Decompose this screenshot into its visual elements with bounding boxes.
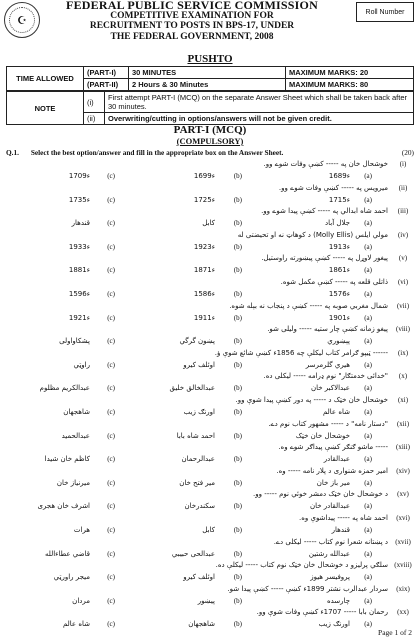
option-b: اوئلف کیرو bbox=[183, 573, 215, 582]
option-a-label: (a) bbox=[364, 384, 372, 393]
option-a: 1913ء bbox=[328, 242, 350, 251]
option-a-label: (a) bbox=[364, 172, 372, 180]
option-b-label: (b) bbox=[233, 384, 242, 393]
option-b: 1871ء bbox=[193, 266, 215, 275]
question-stem: سلګي پرلیزو د خوشحال خان خټک نوم کتاب ----- لیکلې ده. bbox=[215, 561, 388, 570]
note-i-text: First attempt PART-I (MCQ) on the separate Answer Sheet which shall be taken back after 30 minutes. bbox=[105, 92, 414, 113]
exam-line-2: COMPETITIVE EXAMINATION FOR bbox=[110, 10, 274, 21]
option-a: خوشحال خان خټک bbox=[295, 431, 350, 440]
option-c-label: (c) bbox=[107, 384, 115, 393]
option-a-label: (a) bbox=[364, 620, 372, 629]
option-a-label: (a) bbox=[364, 455, 372, 464]
question-number: (xx) bbox=[397, 608, 409, 617]
q-marks: (20) bbox=[401, 148, 414, 157]
note-label: NOTE bbox=[7, 92, 84, 125]
option-b: سکندرخان bbox=[184, 502, 215, 511]
option-a-label: (a) bbox=[364, 408, 372, 416]
question-stem: خوشحال خان په ----- کښې وفات شوے وو. bbox=[263, 160, 388, 168]
option-c: مردان bbox=[72, 596, 90, 605]
option-b-label: (b) bbox=[233, 549, 242, 558]
question-number: (v) bbox=[398, 254, 408, 263]
option-c: هرات bbox=[73, 526, 90, 534]
option-c: 1596ء bbox=[68, 290, 90, 298]
option-b-label: (b) bbox=[233, 337, 242, 346]
question-number: (xiv) bbox=[396, 466, 410, 475]
crescent-star-icon: ☪ bbox=[9, 7, 35, 33]
option-b-label: (b) bbox=[233, 478, 242, 487]
question-number: (xi) bbox=[397, 396, 409, 404]
option-b-label: (b) bbox=[233, 455, 242, 464]
question-stem: احمد شاه ابدالي په ----- کښې پیدا شوے وو. bbox=[261, 207, 388, 216]
option-a: عبدالقادر خان bbox=[309, 502, 350, 511]
option-c: قاضي عطاءالله bbox=[45, 549, 90, 558]
question-instruction bbox=[6, 148, 414, 157]
part2-time: 2 Hours & 30 Minutes bbox=[129, 79, 286, 91]
question-number: (x) bbox=[398, 372, 408, 381]
header bbox=[0, 0, 420, 50]
exam-line-4: THE FEDERAL GOVERNMENT, 2008 bbox=[110, 31, 274, 42]
question-number: (ix) bbox=[397, 348, 409, 357]
option-a: پېښوري bbox=[327, 337, 350, 346]
option-c: عبدالحمید bbox=[61, 431, 90, 440]
option-b: 1911ء bbox=[193, 313, 215, 322]
option-c-label: (c) bbox=[107, 549, 115, 558]
option-b: 1586ء bbox=[193, 290, 215, 298]
option-a-label: (a) bbox=[364, 266, 372, 275]
question-stem: شمال مغربي صوبه په ----- کښې د پنجاب نه بېله شوه. bbox=[229, 301, 388, 310]
question-stem: پیغو زمانه کښې چار ستیه ----- ولیلی شو. bbox=[267, 325, 388, 334]
option-a: اورنګ زیب bbox=[318, 620, 350, 629]
page-number: Page 1 of 2 bbox=[378, 628, 412, 637]
time-allowed-label: TIME ALLOWED bbox=[7, 67, 84, 91]
q-label: Q.1. bbox=[6, 148, 19, 157]
option-b-label: (b) bbox=[233, 266, 242, 275]
option-b-label: (b) bbox=[233, 596, 242, 605]
option-b: احمد شاه بابا bbox=[176, 431, 215, 440]
question-number: (vi) bbox=[397, 278, 409, 286]
option-c-label: (c) bbox=[107, 360, 115, 369]
option-c: عبدالکریم مظلوم bbox=[39, 384, 90, 393]
note-ii-num: (ii) bbox=[84, 113, 105, 125]
option-b: 1699ء bbox=[193, 172, 215, 180]
question-stem: ذاتلی قلعه په ----- کښې مکمل شوه. bbox=[280, 278, 388, 286]
option-b: کابل bbox=[202, 219, 215, 228]
subject-title: PUSHTO bbox=[187, 53, 233, 65]
option-a-label: (a) bbox=[364, 549, 372, 558]
option-c-label: (c) bbox=[107, 455, 115, 464]
fpsc-logo bbox=[4, 2, 40, 38]
question-number: (xvi) bbox=[396, 514, 410, 522]
option-b: عبدالحی حبیبي bbox=[171, 549, 215, 558]
option-a: پروفیسر هیوز bbox=[310, 573, 350, 582]
option-b: عبدالرحمان bbox=[181, 455, 215, 464]
option-c-label: (c) bbox=[107, 408, 115, 416]
option-c: شاهجهان bbox=[63, 408, 90, 416]
option-c-label: (c) bbox=[107, 502, 115, 511]
option-c-label: (c) bbox=[107, 219, 115, 228]
question-stem: ------ ټیپو ګرامر کتاب لیکلې چه 1856ء کښې شائع شوې ؤ. bbox=[214, 348, 388, 357]
option-c-label: (c) bbox=[107, 478, 115, 487]
option-b-label: (b) bbox=[233, 620, 242, 629]
header-titles bbox=[44, 0, 340, 42]
option-b: میر فتح خان bbox=[179, 478, 215, 487]
option-c: اشرف خان هجری bbox=[37, 502, 90, 511]
org-name: FEDERAL PUBLIC SERVICE COMMISSION bbox=[66, 0, 318, 12]
question-stem: "خدائی خدمتګار" نوم ډرامه ----- لیکلی ده. bbox=[263, 372, 388, 381]
note-i-num: (i) bbox=[84, 92, 105, 113]
option-b: 1725ء bbox=[193, 195, 215, 204]
option-a: 1861ء bbox=[328, 266, 350, 275]
option-b: عبدالخالق خلیق bbox=[169, 384, 215, 393]
option-b: کابل bbox=[202, 526, 215, 534]
exam-line-3: RECRUITMENT TO POSTS IN BPS-17, UNDER bbox=[89, 21, 295, 31]
option-a-label: (a) bbox=[364, 337, 372, 346]
option-a-label: (a) bbox=[364, 596, 372, 605]
option-c-label: (c) bbox=[107, 337, 115, 346]
time-allowed-table bbox=[6, 66, 414, 91]
option-c: میجر راورټي bbox=[53, 573, 90, 582]
option-b-label: (b) bbox=[233, 526, 242, 534]
question-number: (xviii) bbox=[394, 561, 412, 570]
option-c-label: (c) bbox=[107, 172, 115, 180]
option-c-label: (c) bbox=[107, 526, 115, 534]
question-number: (iii) bbox=[397, 207, 409, 216]
option-c: قندهار bbox=[71, 219, 90, 228]
option-c: راوټي bbox=[73, 360, 90, 369]
option-b: شاهجهان bbox=[188, 620, 215, 629]
part2-marks: MAXIMUM MARKS: 80 bbox=[286, 79, 414, 91]
question-stem: خوشحال خان خټک د ----- په دور کښې پیدا شوې وو. bbox=[235, 396, 388, 404]
part1-marks: MAXIMUM MARKS: 20 bbox=[286, 67, 414, 79]
part1-title: PART-I (MCQ) bbox=[173, 124, 247, 136]
part1-subtitle: (COMPULSORY) bbox=[176, 136, 244, 146]
option-a: عبدالله رشتین bbox=[308, 549, 350, 558]
option-b: پیښور bbox=[197, 596, 215, 605]
option-b-label: (b) bbox=[233, 195, 242, 204]
option-a-label: (a) bbox=[364, 526, 372, 534]
option-c: میرنیاز خان bbox=[56, 478, 90, 487]
question-stem: پیغور لاوړل په ----- کښې پیښورته راوستیل. bbox=[261, 254, 388, 263]
question-number: (xiii) bbox=[396, 443, 410, 452]
option-a: عبدالقادر bbox=[323, 455, 350, 464]
option-a-label: (a) bbox=[364, 290, 372, 298]
option-b-label: (b) bbox=[233, 431, 242, 440]
option-b-label: (b) bbox=[233, 172, 242, 180]
option-a-label: (a) bbox=[364, 478, 372, 487]
option-a: شاه عالم bbox=[323, 408, 350, 416]
option-b-label: (b) bbox=[233, 290, 242, 298]
question-stem: رحمان بابا ----- 1707ء کښې وفات شوې وو. bbox=[256, 608, 388, 617]
instruction-text: Select the best option/answer and fill in the appropriate box on the Answer Sheet. bbox=[30, 148, 284, 157]
note-ii-text: Overwriting/cutting in options/answers will not be given credit. bbox=[105, 113, 414, 125]
option-c-label: (c) bbox=[107, 195, 115, 204]
option-c-label: (c) bbox=[107, 596, 115, 605]
question-stem: د خوشحال خان خټک دمشر خوئي نوم ----- وو. bbox=[253, 490, 388, 499]
option-c-label: (c) bbox=[107, 431, 115, 440]
question-number: (viii) bbox=[396, 325, 410, 334]
question-stem: د پښتانه شعرا نوم کتاب ----- لیکلی دے. bbox=[273, 537, 388, 546]
option-b-label: (b) bbox=[233, 219, 242, 228]
option-c: 1709ء bbox=[68, 172, 90, 180]
question-number: (vii) bbox=[396, 301, 410, 310]
option-a: 1901ء bbox=[328, 313, 350, 322]
question-number: (xv) bbox=[397, 490, 409, 499]
option-c: 1921ء bbox=[68, 313, 90, 322]
option-b-label: (b) bbox=[233, 502, 242, 511]
option-b: اوئلف کیرو bbox=[183, 360, 215, 369]
question-number: (xii) bbox=[396, 419, 410, 428]
option-c-label: (c) bbox=[107, 313, 115, 322]
option-a: 1715ء bbox=[328, 195, 350, 204]
question-number: (i) bbox=[399, 160, 407, 168]
option-a: قندهار bbox=[331, 526, 350, 534]
option-c: کاظم خان شیدا bbox=[44, 455, 90, 464]
option-a-label: (a) bbox=[364, 195, 372, 204]
option-b-label: (b) bbox=[233, 360, 242, 369]
option-b-label: (b) bbox=[233, 242, 242, 251]
option-a-label: (a) bbox=[364, 431, 372, 440]
option-a: 1576ء bbox=[328, 290, 350, 298]
option-c: 1881ء bbox=[68, 266, 90, 275]
question-number: (ii) bbox=[398, 183, 408, 192]
option-a: چارسده bbox=[326, 596, 350, 605]
option-b-label: (b) bbox=[233, 313, 242, 322]
option-b: اورنګ زیب bbox=[183, 408, 215, 416]
option-a-label: (a) bbox=[364, 219, 372, 228]
note-table bbox=[6, 91, 414, 125]
option-c-label: (c) bbox=[107, 266, 115, 275]
option-b-label: (b) bbox=[233, 408, 242, 416]
option-c: 1735ء bbox=[68, 195, 90, 204]
option-c: 1933ء bbox=[68, 242, 90, 251]
question-number: (xvii) bbox=[395, 537, 411, 546]
option-b: پښون گرگي bbox=[179, 337, 215, 346]
part2-label: (PART-II) bbox=[84, 79, 129, 91]
option-a: 1689ء bbox=[328, 172, 350, 180]
question-stem: مولي ایلس (Molly Ellis) د کوهاټ نه او تحیضتی له bbox=[237, 230, 388, 239]
option-a: میر باز خان bbox=[316, 478, 350, 487]
option-a-label: (a) bbox=[364, 573, 372, 582]
option-b-label: (b) bbox=[233, 573, 242, 582]
option-a: عبدالاکبر خان bbox=[310, 384, 350, 393]
question-stem: سردار عبدالرب نشتر 1899ء کښې ----- کښې پیدا شو. bbox=[227, 584, 388, 593]
part1-time: 30 MINUTES bbox=[129, 67, 286, 79]
question-stem: امیر حمزه شنواری د پلار نامه ----- وه. bbox=[276, 466, 388, 475]
option-c-label: (c) bbox=[107, 290, 115, 298]
question-number: (iv) bbox=[397, 230, 409, 239]
option-c-label: (c) bbox=[107, 242, 115, 251]
option-c: شاه عالم bbox=[63, 620, 90, 629]
option-a-label: (a) bbox=[364, 502, 372, 511]
roll-number-box: Roll Number bbox=[356, 2, 414, 22]
option-c-label: (c) bbox=[107, 573, 115, 582]
question-stem: احمد شاه په ----- پیداشوې وه. bbox=[298, 514, 388, 522]
option-a-label: (a) bbox=[364, 242, 372, 251]
mcq-question bbox=[0, 608, 420, 642]
option-a-label: (a) bbox=[364, 313, 372, 322]
question-stem: "دستار نامه" د ----- مشهور کتاب نوم دے. bbox=[268, 419, 388, 428]
question-stem: میرویس په ----- کښې وفات شوے وو. bbox=[278, 183, 388, 192]
question-stem: ----- ماشو ګنګر کښې پیداګر شوے وه. bbox=[278, 443, 388, 452]
option-c: پشکاواولی bbox=[59, 337, 90, 346]
option-b: 1923ء bbox=[193, 242, 215, 251]
question-number: (xix) bbox=[396, 584, 410, 593]
option-a: جلال آباد bbox=[325, 219, 350, 228]
part1-label: (PART-I) bbox=[84, 67, 129, 79]
option-a-label: (a) bbox=[364, 360, 372, 369]
option-a: هیري گلرمرسر bbox=[305, 360, 350, 369]
option-c-label: (c) bbox=[107, 620, 115, 629]
